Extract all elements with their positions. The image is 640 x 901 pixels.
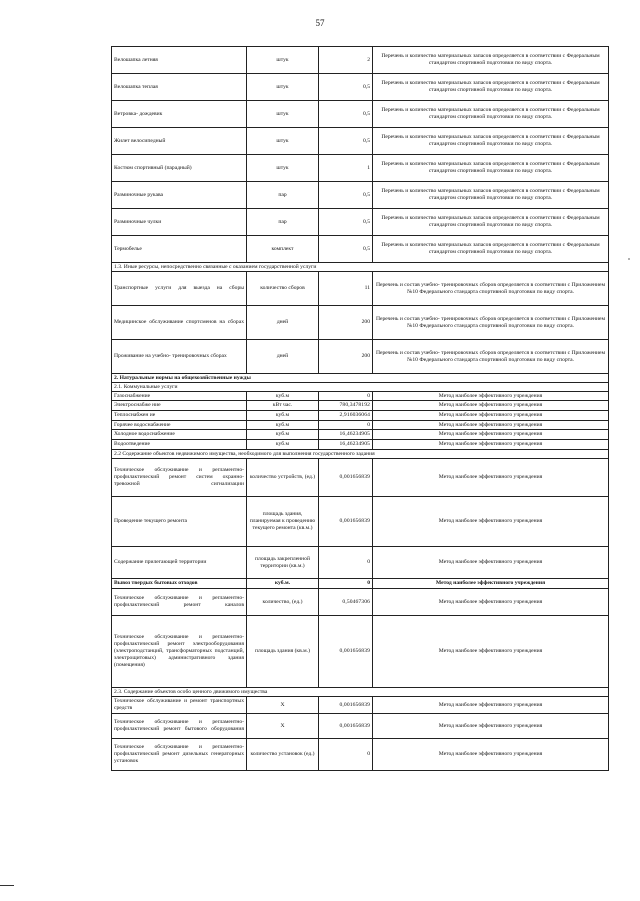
note-cell: Перечень и количество материальных запасов определяется в соответствии с Федеральным стандартом спортивной подготовки по виду спорта. <box>373 128 609 155</box>
quantity-cell: 1 <box>319 155 373 182</box>
quantity-cell: 0 <box>319 579 373 589</box>
note-cell: Перечень и состав учебно- тренировочных сборов определяется в соответствии с Приложением №10 Федерального стандарта спортивной подготовки по виду спорта. <box>373 306 609 340</box>
quantity-cell: 0,50467306 <box>319 589 373 616</box>
unit-cell: дней <box>247 306 319 340</box>
quantity-cell: 0 <box>319 392 373 401</box>
unit-cell: кВт час. <box>247 401 319 411</box>
unit-cell: площадь закрепленной территории (кв.м.) <box>247 547 319 579</box>
section-heading-row <box>112 688 609 697</box>
item-name-cell: Разминочные чулки <box>112 209 247 236</box>
unit-cell: куб.м. <box>247 579 319 589</box>
item-name-cell: Разминочные рукава <box>112 182 247 209</box>
quantity-cell: 0,5 <box>319 101 373 128</box>
item-name-cell: Велошапка летняя <box>112 47 247 74</box>
section-heading: 2.2 Содержание объектов недвижимого имущества, необходимого для выполнения государственного задания <box>112 450 609 459</box>
item-name-cell: Ветровка- дождевик <box>112 101 247 128</box>
item-name-cell: Термобелье <box>112 236 247 263</box>
note-cell: Перечень и количество материальных запасов определяется в соответствии с Федеральным стандартом спортивной подготовки по виду спорта. <box>373 155 609 182</box>
unit-cell: штук <box>247 101 319 128</box>
table-row <box>112 47 609 74</box>
table-row <box>112 697 609 714</box>
note-cell: Метод наиболее эффективного учреждения <box>373 430 609 440</box>
item-name-cell: Водоотведение <box>112 440 247 450</box>
note-cell: Метод наиболее эффективного учреждения <box>373 401 609 411</box>
quantity-cell: 0 <box>319 547 373 579</box>
table-row <box>112 459 609 497</box>
table-row <box>112 411 609 421</box>
item-name-cell: Техническое обслуживание и регламентно- профилактический ремонт электрооборудования (электроподстанций, трансформаторных подстанций, электрощитовых) административного здания (помещения) <box>112 616 247 688</box>
item-name-cell: Велошапка теплая <box>112 74 247 101</box>
unit-cell: комплект <box>247 236 319 263</box>
section-heading: 2. Натуральные нормы на общехозяйственные нужды <box>112 374 609 383</box>
norms-table-body <box>112 47 609 771</box>
unit-cell: дней <box>247 340 319 374</box>
table-row <box>112 430 609 440</box>
unit-cell: куб.м <box>247 421 319 430</box>
item-name-cell: Проведение текущего ремонта <box>112 497 247 547</box>
item-name-cell: Холодное водоснабжение <box>112 430 247 440</box>
unit-cell: штук <box>247 155 319 182</box>
quantity-cell: 0,5 <box>319 74 373 101</box>
table-row <box>112 306 609 340</box>
note-cell: Перечень и количество материальных запасов определяется в соответствии с Федеральным стандартом спортивной подготовки по виду спорта. <box>373 236 609 263</box>
quantity-cell: 16,46234905 <box>319 430 373 440</box>
note-cell: Перечень и количество материальных запасов определяется в соответствии с Федеральным стандартом спортивной подготовки по виду спорта. <box>373 101 609 128</box>
quantity-cell: 0,001656839 <box>319 497 373 547</box>
section-heading: 1.3. Иные ресурсы, непосредственно связанные с оказанием государственной услуги <box>112 263 609 272</box>
margin-line <box>0 885 14 886</box>
table-row <box>112 340 609 374</box>
item-name-cell: Техническое обслуживание и регламентно- профилактический ремонт каналов <box>112 589 247 616</box>
quantity-cell: 0,001656839 <box>319 697 373 714</box>
quantity-cell: 2,916036064 <box>319 411 373 421</box>
item-name-cell: Костюм спортивный (парадный) <box>112 155 247 182</box>
unit-cell: количество, (ед.) <box>247 589 319 616</box>
quantity-cell: 0 <box>319 739 373 771</box>
item-name-cell: Транспортные услуги для выезда на сборы <box>112 272 247 306</box>
quantity-cell: 0,5 <box>319 209 373 236</box>
table-row <box>112 589 609 616</box>
note-cell: Перечень и количество материальных запасов определяется в соответствии с Федеральным стандартом спортивной подготовки по виду спорта. <box>373 74 609 101</box>
table-row <box>112 616 609 688</box>
item-name-cell: Вывоз твердых бытовых отходов <box>112 579 247 589</box>
section-heading: 2.3. Содержание объектов особо ценного движимого имущества <box>112 688 609 697</box>
table-row <box>112 421 609 430</box>
note-cell: Метод наиболее эффективного учреждения <box>373 497 609 547</box>
quantity-cell: 0,5 <box>319 182 373 209</box>
item-name-cell: Электроснабже ние <box>112 401 247 411</box>
quantity-cell: 200 <box>319 306 373 340</box>
page-number: 57 <box>315 18 325 28</box>
unit-cell: штук <box>247 128 319 155</box>
norms-table <box>111 46 609 771</box>
table-row <box>112 392 609 401</box>
unit-cell: пар <box>247 209 319 236</box>
unit-cell: Х <box>247 697 319 714</box>
unit-cell: площадь здания, планируемая к проведению текущего ремонта (кв.м.) <box>247 497 319 547</box>
table-row <box>112 440 609 450</box>
item-name-cell: Техническое обслуживание и регламентно- профилактический ремонт систем охранно- тревожной сигнализации <box>112 459 247 497</box>
quantity-cell: 16,46234905 <box>319 440 373 450</box>
unit-cell: штук <box>247 47 319 74</box>
quantity-cell: 780,3478192 <box>319 401 373 411</box>
item-name-cell: Техническое обслуживание и ремонт транспортных средств <box>112 697 247 714</box>
table-row <box>112 182 609 209</box>
unit-cell: количество установок (ед.) <box>247 739 319 771</box>
unit-cell: количество устройств, (ед.) <box>247 459 319 497</box>
item-name-cell: Проживание на учебно- тренировочных сборах <box>112 340 247 374</box>
quantity-cell: 0,001656839 <box>319 616 373 688</box>
note-cell: Метод наиболее эффективного учреждения <box>373 739 609 771</box>
note-cell: Метод наиболее эффективного учреждения <box>373 579 609 589</box>
unit-cell: куб.м <box>247 430 319 440</box>
table-row <box>112 128 609 155</box>
note-cell: Метод наиболее эффективного учреждения <box>373 714 609 739</box>
table-row <box>112 714 609 739</box>
quantity-cell: 2 <box>319 47 373 74</box>
note-cell: Метод наиболее эффективного учреждения <box>373 616 609 688</box>
table-row <box>112 74 609 101</box>
note-cell: Метод наиболее эффективного учреждения <box>373 589 609 616</box>
table-row <box>112 209 609 236</box>
section-heading-row <box>112 263 609 272</box>
item-name-cell: Техническое обслуживание и регламентно- профилактический ремонт дизельных генераторных установок <box>112 739 247 771</box>
section-heading-row <box>112 383 609 392</box>
table-row <box>112 155 609 182</box>
item-name-cell: Техническое обслуживание и регламентно- профилактический ремонт бытового оборудования <box>112 714 247 739</box>
item-name-cell: Горячее водоснабжение <box>112 421 247 430</box>
item-name-cell: Содержание прилегающей территории <box>112 547 247 579</box>
note-cell: Перечень и количество материальных запасов определяется в соответствии с Федеральным стандартом спортивной подготовки по виду спорта. <box>373 182 609 209</box>
table-row <box>112 401 609 411</box>
quantity-cell: 0,001656839 <box>319 459 373 497</box>
note-cell: Метод наиболее эффективного учреждения <box>373 421 609 430</box>
table-row <box>112 272 609 306</box>
note-cell: Метод наиболее эффективного учреждения <box>373 547 609 579</box>
table-row <box>112 236 609 263</box>
quantity-cell: 200 <box>319 340 373 374</box>
item-name-cell: Жилет велосипедный <box>112 128 247 155</box>
table-row <box>112 497 609 547</box>
quantity-cell: 0 <box>319 421 373 430</box>
note-cell: Перечень и количество материальных запасов определяется в соответствии с Федеральным стандартом спортивной подготовки по виду спорта. <box>373 209 609 236</box>
unit-cell: куб.м <box>247 411 319 421</box>
item-name-cell: Медицинское обслуживание спортсменов на сборах <box>112 306 247 340</box>
unit-cell: пар <box>247 182 319 209</box>
note-cell: Метод наиболее эффективного учреждения <box>373 440 609 450</box>
quantity-cell: 0,001656839 <box>319 714 373 739</box>
unit-cell: штук <box>247 74 319 101</box>
note-cell: Перечень и количество материальных запасов определяется в соответствии с Федеральным стандартом спортивной подготовки по виду спорта. <box>373 47 609 74</box>
table-row <box>112 101 609 128</box>
table-row <box>112 579 609 589</box>
table-row <box>112 547 609 579</box>
note-cell: Перечень и состав учебно- тренировочных сборов определяется в соответствии с Приложением №10 Федерального стандарта спортивной подготовки по виду спорта. <box>373 272 609 306</box>
scan-speck <box>628 258 630 260</box>
unit-cell: площадь здания (кв.м.) <box>247 616 319 688</box>
unit-cell: количество сборов <box>247 272 319 306</box>
unit-cell: Х <box>247 714 319 739</box>
section-heading-row <box>112 450 609 459</box>
table-row <box>112 739 609 771</box>
note-cell: Метод наиболее эффективного учреждения <box>373 392 609 401</box>
item-name-cell: Теплоснабжен ие <box>112 411 247 421</box>
note-cell: Метод наиболее эффективного учреждения <box>373 459 609 497</box>
quantity-cell: 0,5 <box>319 128 373 155</box>
note-cell: Метод наиболее эффективного учреждения <box>373 697 609 714</box>
section-heading: 2.1. Коммунальные услуги <box>112 383 609 392</box>
item-name-cell: Газоснабжение <box>112 392 247 401</box>
note-cell: Перечень и состав учебно- тренировочных сборов определяется в соответствии с Приложением №10 Федерального стандарта спортивной подготовки по виду спорта. <box>373 340 609 374</box>
quantity-cell: 0,5 <box>319 236 373 263</box>
section-heading-row <box>112 374 609 383</box>
unit-cell: куб.м <box>247 392 319 401</box>
quantity-cell: 11 <box>319 272 373 306</box>
note-cell: Метод наиболее эффективного учреждения <box>373 411 609 421</box>
unit-cell: куб.м <box>247 440 319 450</box>
